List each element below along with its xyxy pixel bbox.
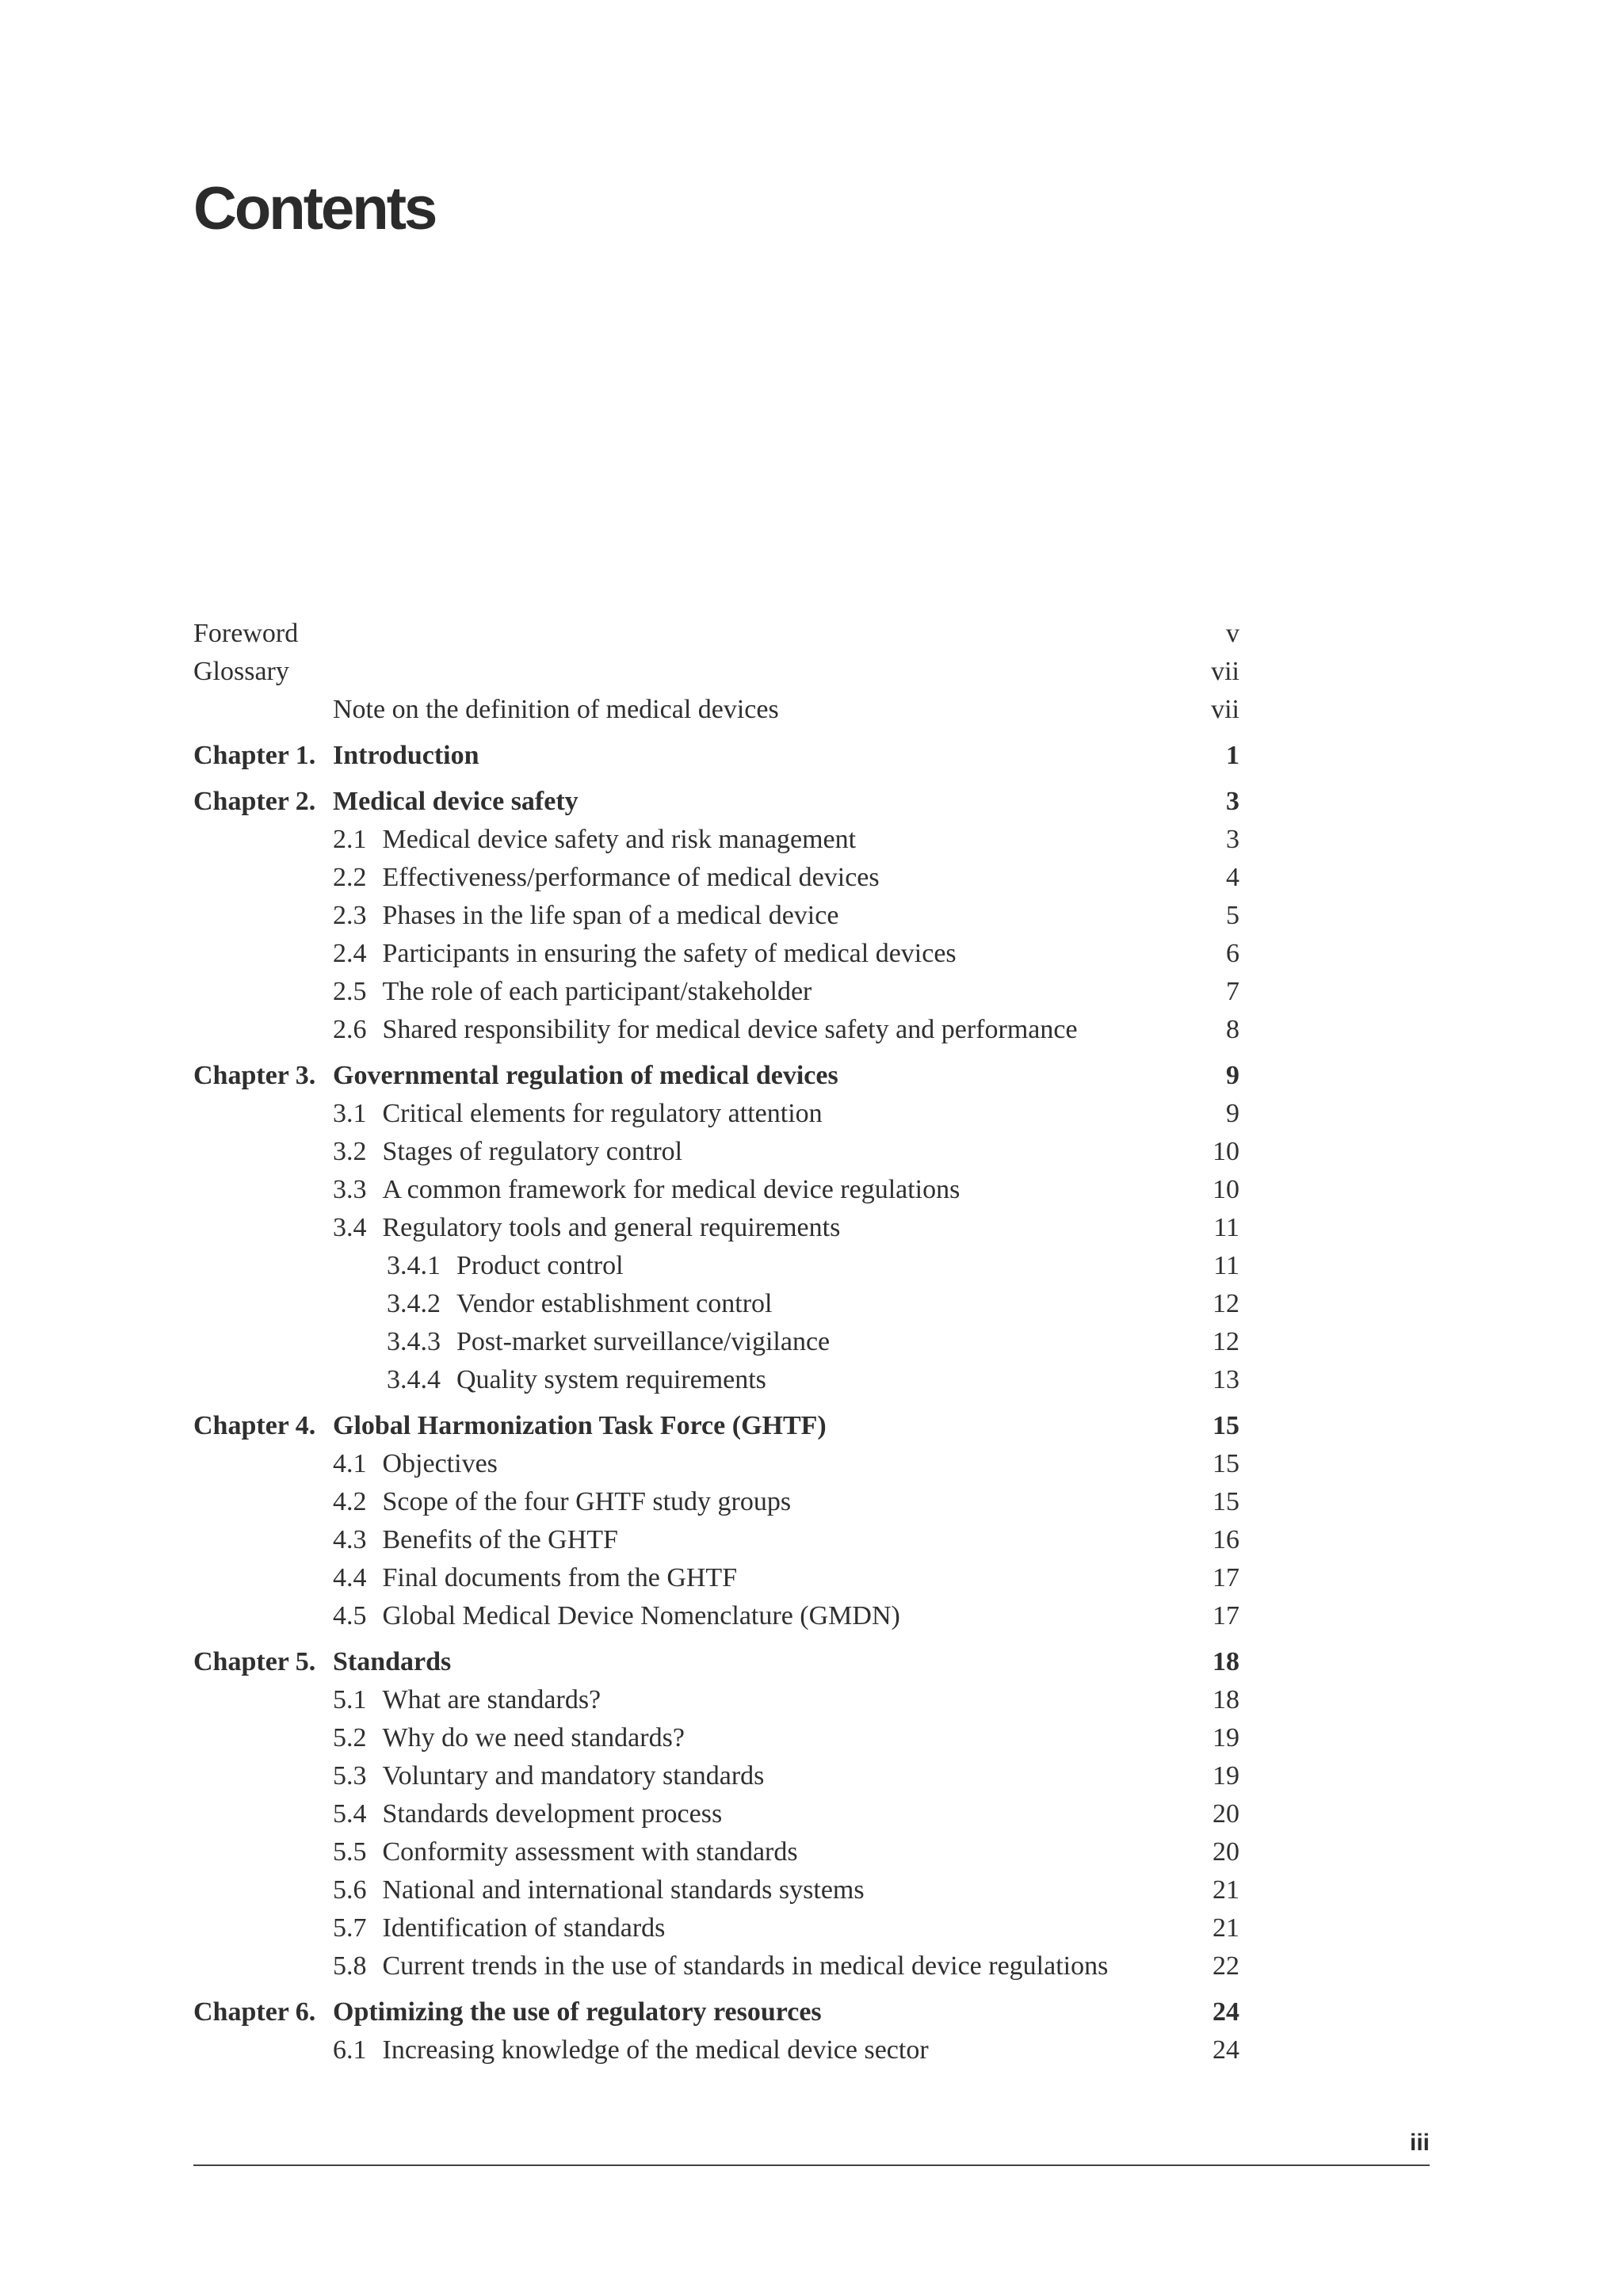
toc-entry-number: 5.1 bbox=[333, 1685, 367, 1714]
toc-entry-title: Optimizing the use of regulatory resources bbox=[333, 1997, 822, 2027]
toc-section-entry[interactable] bbox=[193, 1947, 1239, 1985]
toc-section-entry[interactable] bbox=[193, 1011, 1239, 1049]
toc-section-entry[interactable] bbox=[193, 1095, 1239, 1133]
toc-entry-title: The role of each participant/stakeholder bbox=[382, 977, 812, 1006]
page-title: Contents bbox=[193, 175, 436, 242]
toc-entry-page: 15 bbox=[1212, 1487, 1239, 1516]
toc-entry-page: 6 bbox=[1226, 939, 1239, 968]
toc-entry-page: 19 bbox=[1212, 1723, 1239, 1753]
toc-entry-title: Global Medical Device Nomenclature (GMDN) bbox=[382, 1601, 900, 1630]
toc-entry-title: What are standards? bbox=[382, 1685, 601, 1714]
toc-entry-title: Scope of the four GHTF study groups bbox=[382, 1487, 792, 1516]
toc-entry-number: 5.3 bbox=[333, 1761, 367, 1791]
toc-chapter-entry[interactable] bbox=[193, 1993, 1239, 2031]
toc-entry-page: 10 bbox=[1212, 1175, 1239, 1204]
toc-entry-title: Product control bbox=[456, 1251, 624, 1280]
toc-entry-number: 6.1 bbox=[333, 2035, 367, 2065]
toc-entry-page: 15 bbox=[1212, 1411, 1239, 1440]
toc-section-entry[interactable] bbox=[193, 1247, 1239, 1285]
toc-entry-lead: Chapter 6. bbox=[193, 1997, 316, 2027]
toc-entry-title: Increasing knowledge of the medical device sector bbox=[382, 2035, 929, 2065]
toc-entry-page: 20 bbox=[1212, 1837, 1239, 1867]
toc-entry-number: 5.6 bbox=[333, 1875, 367, 1905]
toc-entry-title: Introduction bbox=[333, 741, 479, 770]
toc-entry-title: Why do we need standards? bbox=[382, 1723, 685, 1753]
toc-entry-lead: Chapter 4. bbox=[193, 1411, 316, 1440]
toc-entry-lead: Chapter 5. bbox=[193, 1647, 316, 1676]
toc-entry-page: 11 bbox=[1213, 1251, 1239, 1280]
toc-entry-number: 3.2 bbox=[333, 1137, 367, 1166]
toc-entry-page: 9 bbox=[1226, 1061, 1239, 1090]
toc-entry-title: Medical device safety bbox=[333, 787, 579, 816]
toc-chapter-entry[interactable] bbox=[193, 653, 1239, 691]
toc-chapter-entry[interactable] bbox=[193, 1057, 1239, 1095]
toc-entry-number: 4.5 bbox=[333, 1601, 367, 1630]
toc-entry-number: 3.4.3 bbox=[387, 1327, 441, 1356]
toc-entry-page: 11 bbox=[1213, 1213, 1239, 1242]
toc-entry-number: 3.4 bbox=[333, 1213, 367, 1242]
toc-entry-number: 5.4 bbox=[333, 1799, 367, 1829]
toc-entry-number: 3.3 bbox=[333, 1175, 367, 1204]
toc-entry-page: 24 bbox=[1212, 1997, 1239, 2027]
toc-entry-page: 3 bbox=[1226, 825, 1239, 854]
toc-section-entry[interactable] bbox=[193, 1521, 1239, 1559]
toc-entry-title: Medical device safety and risk management bbox=[382, 825, 857, 854]
toc-entry-title: Note on the definition of medical devices bbox=[333, 695, 779, 724]
toc-entry-page: 4 bbox=[1226, 863, 1239, 892]
table-of-contents bbox=[193, 615, 1239, 2069]
toc-section-entry[interactable] bbox=[193, 1361, 1239, 1399]
toc-entry-page: 18 bbox=[1212, 1647, 1239, 1676]
toc-entry-title: Global Harmonization Task Force (GHTF) bbox=[333, 1411, 827, 1440]
toc-section-entry[interactable] bbox=[193, 1171, 1239, 1209]
toc-section-entry[interactable] bbox=[193, 859, 1239, 897]
toc-section-entry[interactable] bbox=[193, 1559, 1239, 1597]
toc-entry-page: 21 bbox=[1212, 1875, 1239, 1905]
toc-entry-page: 20 bbox=[1212, 1799, 1239, 1829]
toc-entry-number: 5.8 bbox=[333, 1951, 367, 1981]
toc-entry-number: 4.1 bbox=[333, 1449, 367, 1478]
toc-section-entry[interactable] bbox=[193, 1871, 1239, 1909]
toc-entry-title: Governmental regulation of medical devices bbox=[333, 1061, 838, 1090]
toc-entry-title: Post-market surveillance/vigilance bbox=[456, 1327, 831, 1356]
toc-entry-page: 19 bbox=[1212, 1761, 1239, 1791]
toc-chapter-entry[interactable] bbox=[193, 783, 1239, 821]
toc-entry-number: 2.6 bbox=[333, 1015, 367, 1044]
toc-entry-page: vii bbox=[1211, 695, 1239, 724]
toc-entry-title: Current trends in the use of standards in medical device regulations bbox=[382, 1951, 1109, 1981]
toc-section-entry[interactable] bbox=[193, 1909, 1239, 1947]
toc-entry-page: 16 bbox=[1212, 1525, 1239, 1554]
toc-entry-number: 2.4 bbox=[333, 939, 367, 968]
toc-section-entry[interactable] bbox=[193, 1323, 1239, 1361]
toc-entry-number: 3.4.4 bbox=[387, 1365, 441, 1394]
toc-entry-number: 2.3 bbox=[333, 901, 367, 930]
toc-entry-lead: Chapter 1. bbox=[193, 741, 316, 770]
toc-entry-title: Standards development process bbox=[382, 1799, 723, 1829]
toc-entry-title: Participants in ensuring the safety of medical devices bbox=[382, 939, 957, 968]
toc-entry-title: Final documents from the GHTF bbox=[382, 1563, 738, 1592]
toc-section-entry[interactable] bbox=[193, 1285, 1239, 1323]
toc-section-entry[interactable] bbox=[193, 935, 1239, 973]
toc-entry-title: Vendor establishment control bbox=[456, 1289, 773, 1318]
toc-section-entry[interactable] bbox=[193, 1757, 1239, 1795]
toc-entry-title: Regulatory tools and general requirements bbox=[382, 1213, 841, 1242]
toc-entry-number: 4.3 bbox=[333, 1525, 367, 1554]
toc-entry-number: 5.2 bbox=[333, 1723, 367, 1753]
toc-entry-title: Critical elements for regulatory attention bbox=[382, 1099, 823, 1128]
toc-entry-page: 15 bbox=[1212, 1449, 1239, 1478]
toc-chapter-entry[interactable] bbox=[193, 615, 1239, 653]
toc-section-entry[interactable] bbox=[193, 2031, 1239, 2069]
toc-section-entry[interactable] bbox=[193, 1795, 1239, 1833]
toc-entry-title: Conformity assessment with standards bbox=[382, 1837, 798, 1867]
toc-section-entry[interactable] bbox=[193, 1719, 1239, 1757]
toc-entry-number: 4.2 bbox=[333, 1487, 367, 1516]
toc-entry-number: 5.7 bbox=[333, 1913, 367, 1943]
toc-entry-number: 3.4.2 bbox=[387, 1289, 441, 1318]
toc-entry-lead: Glossary bbox=[193, 657, 289, 686]
toc-entry-title: A common framework for medical device regulations bbox=[382, 1175, 960, 1204]
toc-section-entry[interactable] bbox=[193, 1597, 1239, 1635]
toc-entry-page: 9 bbox=[1226, 1099, 1239, 1128]
toc-entry-page: 12 bbox=[1212, 1289, 1239, 1318]
toc-entry-title: Quality system requirements bbox=[456, 1365, 766, 1394]
toc-entry-number: 2.5 bbox=[333, 977, 367, 1006]
toc-entry-page: 3 bbox=[1226, 787, 1239, 816]
toc-entry-title: Identification of standards bbox=[382, 1913, 666, 1943]
toc-entry-number: 3.4.1 bbox=[387, 1251, 441, 1280]
toc-entry-page: 5 bbox=[1226, 901, 1239, 930]
toc-entry-page: 7 bbox=[1226, 977, 1239, 1006]
toc-entry-page: 1 bbox=[1226, 741, 1239, 770]
toc-entry-number: 2.1 bbox=[333, 825, 367, 854]
toc-entry-page: 18 bbox=[1212, 1685, 1239, 1714]
toc-entry-title: Effectiveness/performance of medical devices bbox=[382, 863, 880, 892]
toc-entry-number: 5.5 bbox=[333, 1837, 367, 1867]
toc-entry-page: 22 bbox=[1212, 1951, 1239, 1981]
toc-chapter-entry[interactable] bbox=[193, 737, 1239, 775]
toc-entry-title: Standards bbox=[333, 1647, 452, 1676]
toc-section-entry[interactable] bbox=[193, 691, 1239, 729]
toc-entry-page: vii bbox=[1211, 657, 1239, 686]
toc-entry-number: 4.4 bbox=[333, 1563, 367, 1592]
toc-entry-page: 13 bbox=[1212, 1365, 1239, 1394]
toc-entry-number: 2.2 bbox=[333, 863, 367, 892]
toc-section-entry[interactable] bbox=[193, 821, 1239, 859]
toc-entry-lead: Chapter 2. bbox=[193, 787, 316, 816]
toc-chapter-entry[interactable] bbox=[193, 1643, 1239, 1681]
toc-section-entry[interactable] bbox=[193, 1833, 1239, 1871]
toc-entry-lead: Foreword bbox=[193, 619, 299, 648]
toc-entry-title: Shared responsibility for medical device safety and performance bbox=[382, 1015, 1078, 1044]
toc-entry-page: 12 bbox=[1212, 1327, 1239, 1356]
footer-rule bbox=[193, 2164, 1430, 2166]
toc-entry-title: Stages of regulatory control bbox=[382, 1137, 683, 1166]
toc-section-entry[interactable] bbox=[193, 1445, 1239, 1483]
toc-entry-page: 17 bbox=[1212, 1601, 1239, 1630]
toc-entry-title: Voluntary and mandatory standards bbox=[382, 1761, 765, 1791]
toc-entry-page: 17 bbox=[1212, 1563, 1239, 1592]
toc-section-entry[interactable] bbox=[193, 1681, 1239, 1719]
toc-entry-page: 24 bbox=[1212, 2035, 1239, 2065]
toc-entry-title: Objectives bbox=[382, 1449, 498, 1478]
toc-entry-page: 8 bbox=[1226, 1015, 1239, 1044]
toc-chapter-entry[interactable] bbox=[193, 1407, 1239, 1445]
page-number: iii bbox=[1409, 2130, 1430, 2156]
toc-entry-page: v bbox=[1226, 619, 1239, 648]
toc-entry-page: 10 bbox=[1212, 1137, 1239, 1166]
toc-entry-page: 21 bbox=[1212, 1913, 1239, 1943]
toc-entry-title: Benefits of the GHTF bbox=[382, 1525, 618, 1554]
toc-section-entry[interactable] bbox=[193, 1209, 1239, 1247]
toc-entry-title: National and international standards systems bbox=[382, 1875, 865, 1905]
toc-section-entry[interactable] bbox=[193, 973, 1239, 1011]
toc-entry-title: Phases in the life span of a medical device bbox=[382, 901, 839, 930]
toc-section-entry[interactable] bbox=[193, 1133, 1239, 1171]
toc-entry-lead: Chapter 3. bbox=[193, 1061, 316, 1090]
toc-section-entry[interactable] bbox=[193, 1483, 1239, 1521]
toc-section-entry[interactable] bbox=[193, 897, 1239, 935]
toc-entry-number: 3.1 bbox=[333, 1099, 367, 1128]
